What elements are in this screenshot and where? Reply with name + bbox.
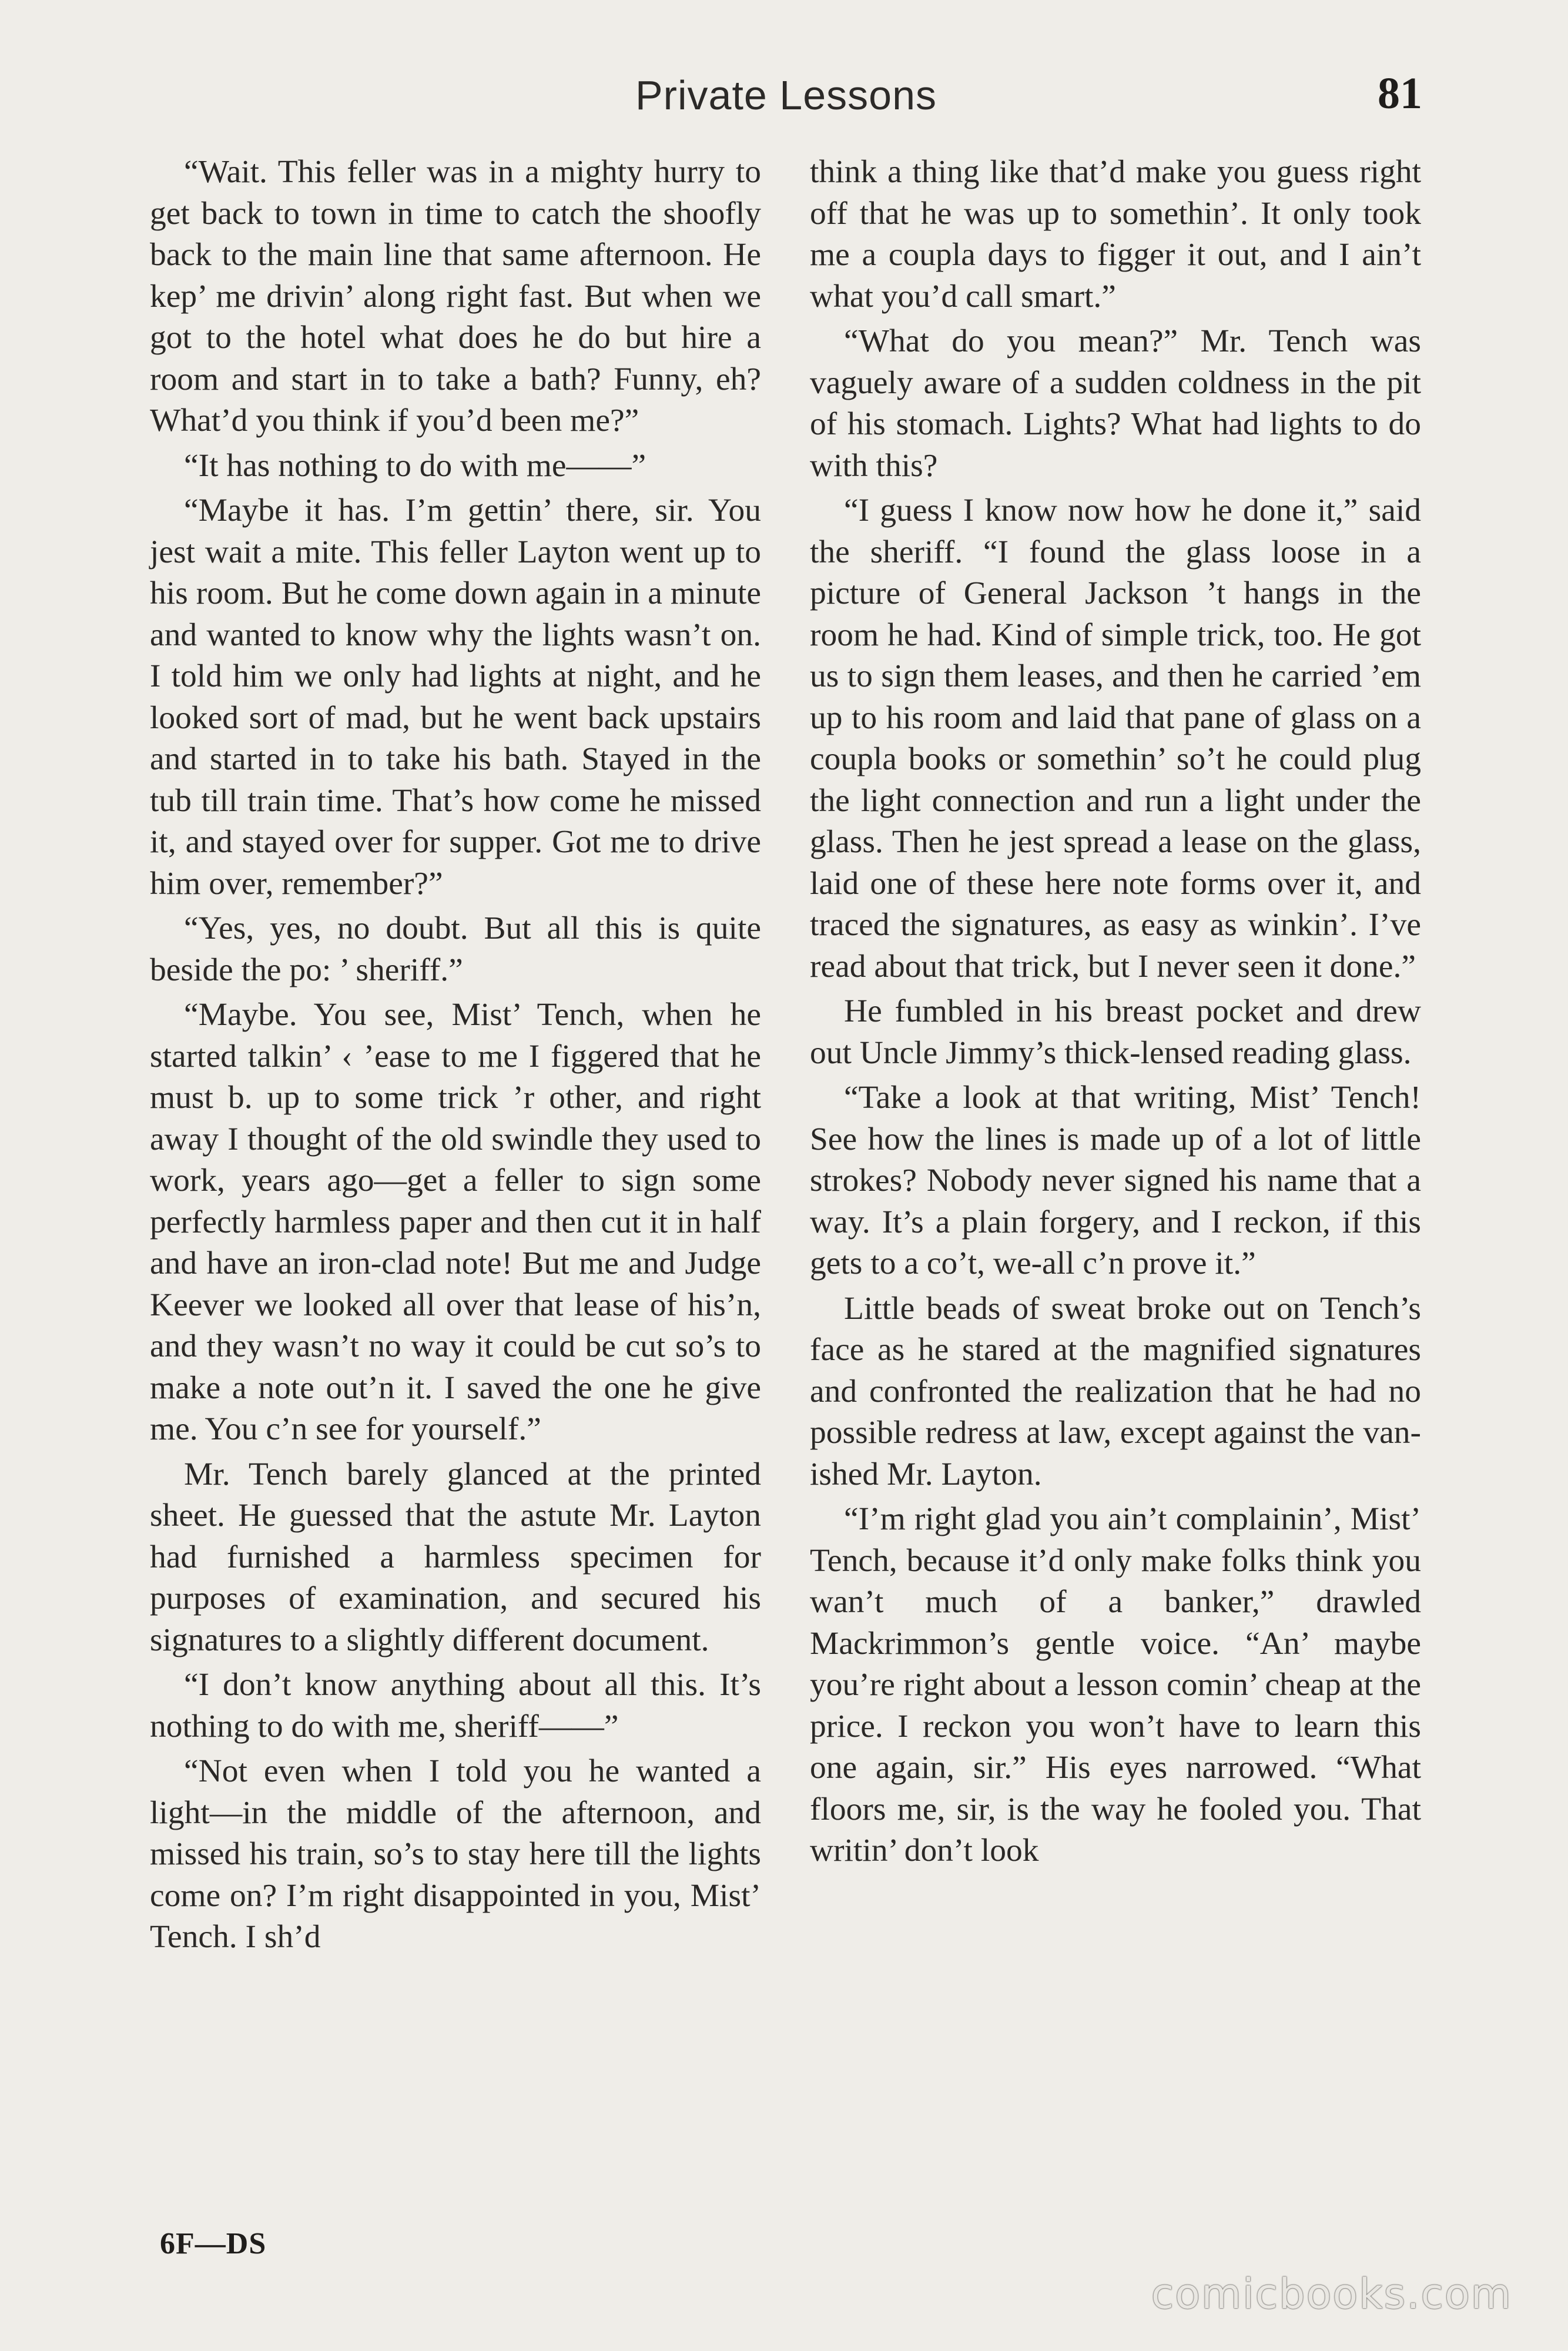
left-column	[150, 152, 761, 1962]
signature-mark: 6F—DS	[160, 2227, 267, 2260]
page-number: 81	[1378, 69, 1422, 118]
paragraph: think a thing like that’d make you guess right off that he was up to somethin’. It only took me a coupla days to figger it out, and I ain’t what you’d call smart.”	[810, 154, 1421, 314]
paragraph: “What do you mean?” Mr. Tench was vaguely aware of a sudden coldness in the pit of his stomach. Lights? What had lights to do with this?	[810, 323, 1421, 484]
paragraph: He fumbled in his breast pocket and drew out Uncle Jimmy’s thick-lensed reading glass.	[810, 993, 1421, 1071]
paragraph: “Maybe it has. I’m gettin’ there, sir. You jest wait a mite. This feller Layton went up to his room. But he come down again in a minute and wanted to know why the lights wasn’t on. I told him we only had lights at night, and he looked sort of mad, but he went back upstairs and started in to take his bath. Stayed in the tub till train time. That’s how come he missed it, and stayed over for supper. Got me to drive him over, remember?”	[150, 493, 761, 902]
paragraph: “I guess I know now how he done it,” said the sheriff. “I found the glass loose in a picture of General Jackson ’t hangs in the room he had. Kind of simple trick, too. He got us to sign them leases, and then he carried ’em up to his room and laid that pane of glass on a coupla books or somethin’ so’t he could plug the light connection and run a light under the glass. Then he jest spread a lease on the glass, laid one of these here note forms over it, and traced the signatures, as easy as winkin’. I’ve read about that trick, but I never seen it done.”	[810, 493, 1421, 984]
paragraph: “I don’t know anything about all this. It’s nothing to do with me, sheriff——”	[150, 1667, 761, 1744]
paragraph: “I’m right glad you ain’t complainin’, Mist’ Tench, because it’d only make folks think you wan’t much of a banker,” drawled Mackrimmon’s gentle voice. “An’ maybe you’re right about a lesson comin’ cheap at the price. I reckon you won’t have to learn this one again, sir.” His eyes narrowed. “What floors me, sir, is the way he fooled you. That writin’ don’t look	[810, 1501, 1421, 1868]
paragraph: “Yes, yes, no doubt. But all this is quite beside the po: ’ sheriff.”	[150, 910, 761, 988]
page-header	[150, 65, 1422, 129]
running-title: Private Lessons	[635, 72, 937, 118]
paragraph: Mr. Tench barely glanced at the printed sheet. He guessed that the astute Mr. Layton had furnished a harmless specimen for purposes of examination, and secured his signatures to a slightly different document.	[150, 1456, 761, 1658]
paragraph: “Not even when I told you he wanted a light—in the middle of the afternoon, and missed his train, so’s to stay here till the lights come on? I’m right disappointed in you, Mist’ Tench. I sh’d	[150, 1753, 761, 1955]
paragraph: “Maybe. You see, Mist’ Tench, when he started talkin’ ‹ ’ease to me I figgered that he must b. up to some trick ’r other, and right away I thought of the old swindle they used to work, years ago—get a feller to sign some perfectly harmless paper and then cut it in half and have an iron-clad note! But me and Judge Keever we looked all over that lease of his’n, and they wasn’t no way it could be cut so’s to make a note out’n it. I saved the one he give me. You c’n see for yourself.”	[150, 997, 761, 1447]
paragraph: Little beads of sweat broke out on Tench’s face as he stared at the magnified signatures and confronted the realization that he had no possible redress at law, except against the vanished Mr. Layton.	[810, 1290, 1421, 1492]
paragraph: “Take a look at that writing, Mist’ Tench! See how the lines is made up of a lot of little strokes? Nobody never signed his name that a way. It’s a plain forgery, and I reckon, if this gets to a co’t, we-all c’n prove it.”	[810, 1080, 1421, 1281]
paragraph: “It has nothing to do with me——”	[184, 447, 646, 484]
right-column	[810, 152, 1421, 1876]
watermark: comicbooks.com	[1151, 2270, 1512, 2318]
paragraph: “Wait. This feller was in a mighty hurry to get back to town in time to catch the shoofly back to the main line that same afternoon. He kep’ me drivin’ along right fast. But when we got to the hotel what does he do but hire a room and start in to take a bath? Funny, eh? What’d you think if you’d been me?”	[150, 154, 761, 438]
